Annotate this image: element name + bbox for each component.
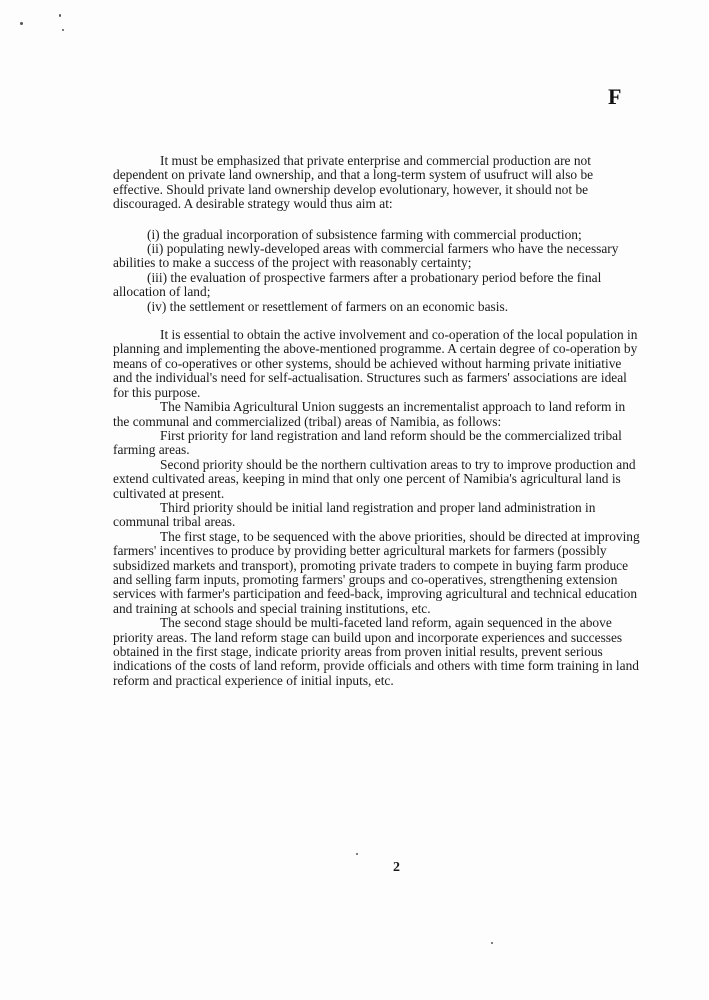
strategy-item: (iii) the evaluation of prospective farmers after a probationary period before the final allocation of land; bbox=[113, 269, 602, 300]
paragraph-third-priority: Third priority should be initial land registration and proper land administration in communal tribal areas. bbox=[113, 499, 596, 530]
page-number: 2 bbox=[393, 860, 400, 875]
paragraph-cooperation: It is essential to obtain the active involvement and co-operation of the local population in planning and implementing the above-mentioned programme. A certain degree of co-operation by means of co-operatives or other systems, should be achieved without harming private initiative and the individual's need for self-actualisation. Structures such as farmers' associations are ideal for this purpose. bbox=[113, 327, 638, 400]
paragraph-first-priority: First priority for land registration and land reform should be the commercialized tribal farming areas. bbox=[113, 427, 622, 458]
appendix-letter: F bbox=[608, 84, 622, 109]
paragraph-first-stage: The first stage, to be sequenced with the above priorities, should be directed at improving farmers' incentives to produce by providing better agricultural markets for farmers (possibly subsidized markets and transport), promoting private traders to compete in buying farm produce and selling farm inputs, promoting farmers' groups and co-operatives, strengthening extension services with farmer's participation and feed-back, improving agricultural and technical education and training at schools and special training institutions, etc. bbox=[113, 528, 640, 616]
strategy-item: (iv) the settlement or resettlement of farmers on an economic basis. bbox=[147, 298, 509, 314]
intro-paragraph: It must be emphasized that private enterprise and commercial production are not dependent on private land ownership, and that a long-term system of usufruct will also be effective. Should private land ownership develop evolutionary, however, it should not be discouraged. A desirable strategy would thus aim at: bbox=[113, 153, 594, 212]
paragraph-second-stage: The second stage should be multi-faceted land reform, again sequenced in the above priority areas. The land reform stage can build upon and incorporate experiences and successes obtained in the first stage, indicate priority areas from proven initial results, prevent serious indications of the costs of land reform, provide officials and others with time form training in land reform and practical experience of initial inputs, etc. bbox=[113, 615, 639, 688]
paragraph-incrementalist: The Namibia Agricultural Union suggests an incrementalist approach to land reform in the communal and commercialized (tribal) areas of Namibia, as follows: bbox=[113, 399, 626, 429]
strategy-item: (ii) populating newly-developed areas with commercial farmers who have the necessary abilities to make a success of the project with reasonably certainty; bbox=[113, 241, 619, 271]
strategy-item: (i) the gradual incorporation of subsistence farming with commercial production; bbox=[147, 226, 582, 242]
document-body bbox=[113, 154, 643, 688]
strategy-list bbox=[113, 228, 643, 314]
paragraph-second-priority: Second priority should be the northern cultivation areas to try to improve production and extend cultivated areas, keeping in mind that only one percent of Namibia's agricultural land is cultivated at present. bbox=[113, 456, 636, 501]
